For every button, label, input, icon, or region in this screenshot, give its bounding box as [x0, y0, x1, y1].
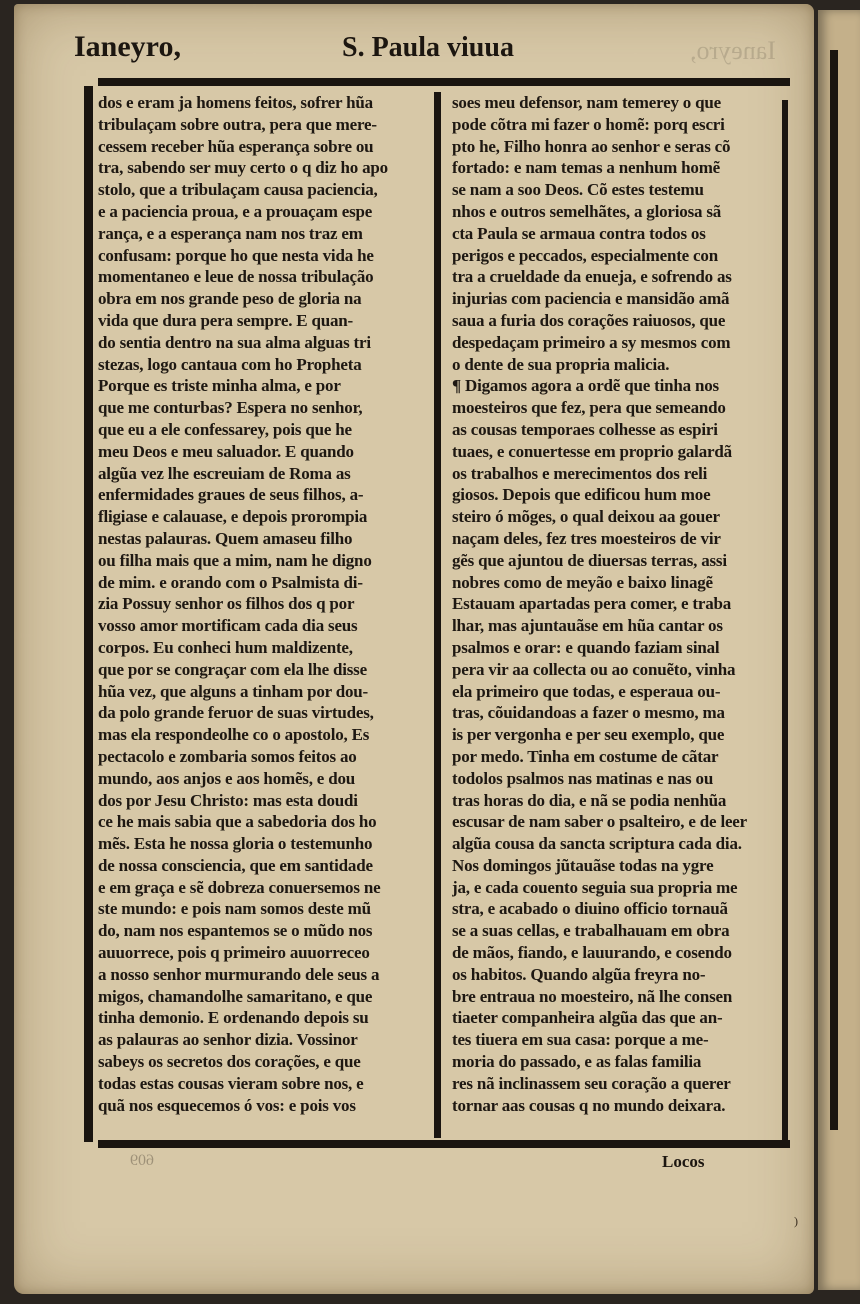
- text-line: moesteiros que fez, pera que semeando: [452, 398, 726, 418]
- text-line: despedaçam primeiro a sy mesmos com: [452, 332, 731, 352]
- text-line: quã nos esquecemos ó vos: e pois vos: [98, 1095, 356, 1115]
- text-line: as palauras ao senhor dizia. Vossinor: [98, 1030, 358, 1050]
- text-line: gẽs que ajuntou de diuersas terras, assi: [452, 550, 727, 570]
- text-line: mẽs. Esta he nossa gloria o testemunho: [98, 834, 373, 854]
- text-line: injurias com paciencia e mansidão amã: [452, 289, 730, 309]
- text-line: a nosso senhor murmurando dele seus a: [98, 964, 380, 984]
- text-line: zia Possuy senhor os filhos dos q por: [98, 594, 355, 614]
- text-line: tra a crueldade da enueja, e sofrendo as: [452, 267, 732, 287]
- text-line: Nos domingos jũtauãse todas na ygre: [452, 855, 714, 875]
- text-line: mas ela respondeolhe co o apostolo, Es: [98, 725, 370, 745]
- bottom-rule: [98, 1140, 790, 1148]
- text-line: fortado: e nam temas a nenhum homẽ: [452, 158, 721, 178]
- text-line: corpos. Eu conheci hum maldizente,: [98, 637, 353, 657]
- text-line: o dente de sua propria malicia.: [452, 354, 670, 374]
- text-line: bre entraua no moesteiro, nã lhe consen: [452, 986, 733, 1006]
- text-line: tornar aas cousas q no mundo deixara.: [452, 1095, 726, 1115]
- text-line: migos, chamandolhe samaritano, e que: [98, 986, 373, 1006]
- text-line: pto he, Filho honra ao senhor e seras cõ: [452, 136, 731, 156]
- text-line: tras horas do dia, e nã se podia nenhũa: [452, 790, 727, 810]
- text-line: Porque es triste minha alma, e por: [98, 376, 341, 396]
- text-line: os habitos. Quando algũa freyra no-: [452, 964, 706, 984]
- text-line: pera vir aa collecta ou ao conuẽto, vinha: [452, 659, 736, 679]
- text-line: do sentia dentro na sua alma alguas tri: [98, 332, 371, 352]
- text-line: de mãos, fiando, e lauurando, e cosendo: [452, 943, 732, 963]
- text-line: tiaeter companheira algũa das que an-: [452, 1008, 723, 1028]
- text-line: obra em nos grande peso de gloria na: [98, 289, 362, 309]
- text-line: ela primeiro que todas, e esperaua ou-: [452, 681, 721, 701]
- text-line: cta Paula se armaua contra todos os: [452, 223, 706, 243]
- text-line: e em graça e sẽ dobreza conuersemos ne: [98, 877, 381, 897]
- text-line: ¶ Digamos agora a ordẽ que tinha nos: [452, 376, 719, 396]
- text-line: que eu a ele confessarey, pois que he: [98, 419, 352, 439]
- text-line: auuorrece, pois q primeiro auuorreceo: [98, 943, 370, 963]
- text-line: nhos e outros semelhãtes, a gloriosa sã: [452, 201, 722, 221]
- text-line: tes tiuera em sua casa: porque a me-: [452, 1030, 709, 1050]
- text-line: giosos. Depois que edificou hum moe: [452, 485, 711, 505]
- text-line: vida que dura pera sempre. E quan-: [98, 310, 354, 330]
- text-line: tribulaçam sobre outra, pera que mere-: [98, 114, 377, 134]
- text-line: sabeys os secretos dos corações, e que: [98, 1052, 361, 1072]
- text-line: e a paciencia proua, e a prouaçam espe: [98, 201, 373, 221]
- show-through-signature: 609: [130, 1152, 154, 1169]
- text-line: lhar, mas ajuntauãse em hũa cantar os: [452, 616, 723, 636]
- catchword: Locos: [662, 1152, 705, 1171]
- text-line: naçam deles, fez tres moesteiros de vir: [452, 528, 721, 548]
- text-line: rança, e a esperança nam nos traz em: [98, 223, 363, 243]
- text-line: de mim. e orando com o Psalmista di-: [98, 572, 363, 592]
- running-header: [58, 30, 798, 70]
- text-line: ste mundo: e pois nam somos deste mũ: [98, 899, 371, 919]
- text-line: mundo, aos anjos e aos homẽs, e dou: [98, 768, 356, 788]
- text-line: ou filha mais que a mim, nam he digno: [98, 550, 372, 570]
- text-line: os trabalhos e merecimentos dos reli: [452, 463, 708, 483]
- margin-mark: ): [794, 1214, 798, 1228]
- text-line: hũa vez, que alguns a tinham por dou-: [98, 681, 369, 701]
- left-rule: [84, 86, 93, 1142]
- text-line: da polo grande feruor de suas virtudes,: [98, 703, 374, 723]
- text-line: tra, sabendo ser muy certo o q diz ho apo: [98, 158, 388, 178]
- text-line: nobres como de meyão e baixo linagẽ: [452, 572, 713, 592]
- text-line: todolos psalmos nas matinas e nas ou: [452, 768, 714, 788]
- text-line: Estauam apartadas pera comer, e traba: [452, 594, 732, 614]
- text-line: dos por Jesu Christo: mas esta doudi: [98, 790, 358, 810]
- text-line: is per vergonha e per seu exemplo, que: [452, 725, 725, 745]
- text-line: cessem receber hũa esperança sobre ou: [98, 136, 374, 156]
- header-month: Ianeyro,: [74, 30, 181, 63]
- right-rule: [782, 100, 788, 1140]
- text-line: stolo, que a tribulaçam causa paciencia,: [98, 180, 378, 200]
- text-line: dos e eram ja homens feitos, sofrer hũa: [98, 93, 373, 112]
- column-divider: [434, 92, 441, 1138]
- text-line: ja, e cada couento seguia sua propria me: [452, 877, 738, 897]
- text-line: tuaes, e conuertesse em proprio galardã: [452, 441, 732, 461]
- top-rule: [98, 78, 790, 86]
- text-line: confusam: porque ho que nesta vida he: [98, 245, 374, 265]
- text-line: se a suas cellas, e trabalhauam em obra: [452, 921, 730, 941]
- text-line: meu Deos e meu saluador. E quando: [98, 441, 354, 461]
- text-line: perigos e peccados, especialmente con: [452, 245, 718, 265]
- text-line: algũa cousa da sancta scriptura cada dia.: [452, 834, 742, 854]
- header-title: S. Paula viuua: [342, 32, 514, 63]
- text-line: momentaneo e leue de nossa tribulação: [98, 267, 374, 287]
- text-line: steiro ó mõges, o qual deixou aa gouer: [452, 507, 720, 527]
- text-line: stra, e acabado o diuino officio tornauã: [452, 899, 728, 919]
- text-line: que me conturbas? Espera no senhor,: [98, 398, 363, 418]
- text-line: do, nam nos espantemos se o mũdo nos: [98, 921, 373, 941]
- facing-page-rule: [830, 50, 838, 1130]
- text-line: que por se congraçar com ela lhe disse: [98, 659, 367, 679]
- text-line: tras, cõuidandoas a fazer o mesmo, ma: [452, 703, 725, 723]
- text-line: soes meu defensor, nam temerey o que: [452, 93, 722, 112]
- left-text-column: [98, 92, 428, 1116]
- text-line: nestas palauras. Quem amaseu filho: [98, 528, 353, 548]
- show-through-header: Ianeyro,: [690, 36, 776, 65]
- text-line: saua a furia dos corações raiuosos, que: [452, 310, 726, 330]
- text-line: escusar de nam saber o psalteiro, e de leer: [452, 812, 748, 832]
- text-line: de nossa consciencia, que em santidade: [98, 855, 373, 875]
- text-line: vosso amor mortificam cada dia seus: [98, 616, 358, 636]
- text-line: pectacolo e zombaria somos feitos ao: [98, 746, 357, 766]
- text-line: por medo. Tinha em costume de cãtar: [452, 746, 719, 766]
- text-line: fligiase e calauase, e depois prorompia: [98, 507, 368, 527]
- text-line: psalmos e orar: e quando faziam sinal: [452, 637, 720, 657]
- text-line: stezas, logo cantaua com ho Propheta: [98, 354, 362, 374]
- text-line: todas estas cousas vieram sobre nos, e: [98, 1073, 364, 1093]
- text-line: se nam a soo Deos. Cõ estes testemu: [452, 180, 704, 200]
- text-line: pode cõtra mi fazer o homẽ: porq escri: [452, 114, 725, 134]
- text-line: ce he mais sabia que a sabedoria dos ho: [98, 812, 377, 832]
- right-text-column: [452, 92, 778, 1116]
- facing-page-edge: [818, 10, 860, 1290]
- text-line: tinha demonio. E ordenando depois su: [98, 1008, 369, 1028]
- text-line: moria do passado, e as falas familia: [452, 1052, 702, 1072]
- text-line: res nã inclinassem seu coração a querer: [452, 1073, 731, 1093]
- text-line: as cousas temporaes colhesse as espiri: [452, 419, 718, 439]
- text-line: algũa vez lhe escreuiam de Roma as: [98, 463, 351, 483]
- text-line: enfermidades graues de seus filhos, a-: [98, 485, 364, 505]
